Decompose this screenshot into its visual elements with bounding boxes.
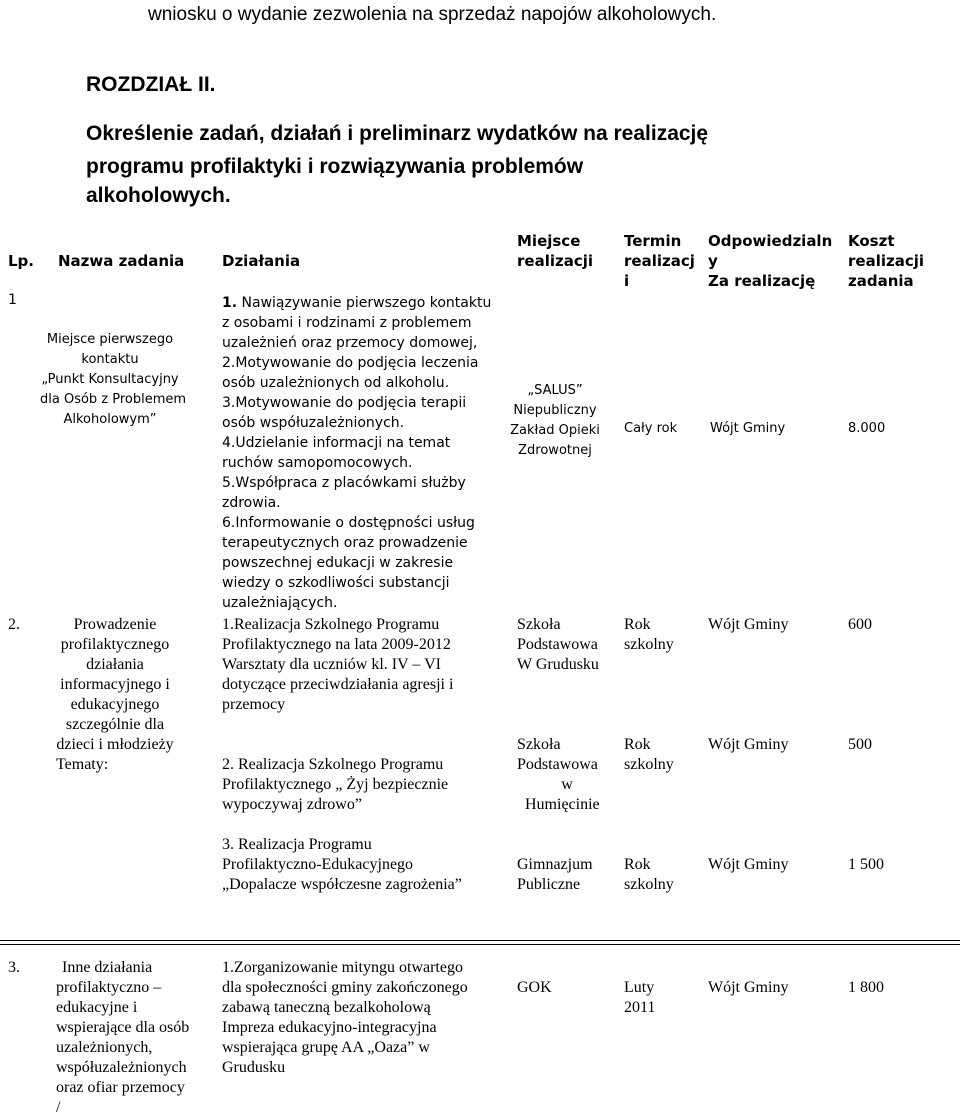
- row3-action-1: 1.Zorganizowanie mityngu otwartego: [222, 959, 463, 976]
- row2-sub1-action-2: Profilaktycznego na lata 2009-2012: [222, 636, 451, 653]
- row2-sub3-term-1: Rok: [624, 856, 651, 873]
- row2-sub2-place-1: Szkoła: [517, 736, 561, 753]
- header-term-2: realizacj: [624, 252, 695, 270]
- row2-sub2-place-2: Podstawowa: [517, 756, 598, 773]
- heading-line-2: programu profilaktyki i rozwiązywania problemów: [86, 155, 584, 178]
- header-cost-2: realizacji: [848, 252, 925, 270]
- row2-sub3-resp: Wójt Gminy: [708, 856, 789, 873]
- row3-place: GOK: [517, 979, 552, 996]
- row2-sub3-term-2: szkolny: [624, 876, 674, 893]
- header-cost-1: Koszt: [848, 232, 895, 250]
- row2-sub2-place-4: Humięcinie: [525, 796, 600, 813]
- row3-action-6: Grudusku: [222, 1059, 286, 1076]
- row1-action-line-16: uzależniających.: [222, 595, 338, 611]
- row2-name-6: szczególnie dla: [65, 716, 165, 733]
- row1-action-line-10: 5.Współpraca z placówkami służby: [222, 475, 466, 491]
- row2-sub1-action-4: dotyczące przeciwdziałania agresji i: [222, 676, 454, 693]
- row1-action-line-3: uzależnień oraz przemocy domowej,: [222, 335, 478, 351]
- header-resp-1: Odpowiedzialn: [708, 232, 833, 250]
- row1-resp: Wójt Gminy: [710, 421, 786, 436]
- row2-sub1-action-3: Warsztaty dla uczniów kl. IV – VI: [222, 656, 441, 673]
- header-name: Nazwa zadania: [58, 252, 185, 270]
- row1-action-line-13: terapeutycznych oraz prowadzenie: [222, 535, 468, 551]
- row2-sub1-action-1: 1.Realizacja Szkolnego Programu: [222, 616, 440, 633]
- row1-name-4: dla Osób z Problemem: [40, 392, 187, 407]
- row1-place-4: Zdrowotnej: [518, 443, 592, 458]
- row3-name-5: uzależnionych,: [56, 1039, 153, 1056]
- header-actions: Działania: [222, 252, 301, 270]
- header-place-2: realizacji: [517, 252, 594, 270]
- heading-line-3: alkoholowych.: [86, 184, 231, 207]
- row1-action-line-4: 2.Motywowanie do podjęcia leczenia: [222, 355, 479, 371]
- row2-sub3-place-2: Publiczne: [517, 876, 581, 893]
- header-cost-3: zadania: [848, 272, 914, 290]
- header-place-1: Miejsce: [517, 232, 581, 250]
- row2-sub1-term-2: szkolny: [624, 636, 674, 653]
- row3-name-7: oraz ofiar przemocy: [56, 1079, 185, 1096]
- row2-name-4: informacyjnego i: [60, 676, 170, 693]
- header-lp: Lp.: [8, 252, 34, 270]
- row3-action-4: Impreza edukacyjno-integracyjna: [222, 1019, 437, 1036]
- row3-action-5: wspierająca grupę AA „Oaza” w: [222, 1039, 430, 1056]
- row1-action-line-7: osób współuzależnionych.: [222, 415, 405, 431]
- row1-name-5: Alkoholowym”: [63, 412, 157, 427]
- row2-sub2-cost: 500: [848, 736, 872, 753]
- row2-sub2-resp: Wójt Gminy: [708, 736, 789, 753]
- row3-term-2: 2011: [624, 999, 656, 1016]
- row2-sub3-action-2: Profilaktyczno-Edukacyjnego: [222, 856, 414, 873]
- row1-action-line-2: z osobami i rodzinami z problemem: [222, 315, 472, 331]
- row1-action-line-15: wiedzy o szkodliwości substancji: [222, 575, 450, 591]
- row2-sub2-action-3: wypoczywaj zdrowo”: [222, 796, 362, 813]
- row2-sub3-place-1: Gimnazjum: [517, 856, 593, 873]
- chapter-title: ROZDZIAŁ II.: [86, 73, 216, 96]
- row3-name-2: profilaktyczno –: [56, 979, 162, 996]
- row2-name-1: Prowadzenie: [73, 616, 157, 633]
- row1-action-line-11: zdrowia.: [222, 495, 281, 511]
- row1-action-number: 1.: [222, 295, 238, 311]
- row2-name-2: profilaktycznego: [60, 636, 170, 653]
- row1-action-line-8: 4.Udzielanie informacji na temat: [222, 435, 451, 451]
- row1-name-1: Miejsce pierwszego: [46, 332, 174, 347]
- top-line: wniosku o wydanie zezwolenia na sprzedaż napojów alkoholowych.: [148, 4, 717, 25]
- row-separator-top: [0, 940, 960, 941]
- row1-cost: 8.000: [848, 421, 886, 436]
- row3-name-1: Inne działania: [62, 959, 153, 976]
- row1-action-line-12: 6.Informowanie o dostępności usług: [222, 515, 475, 531]
- row1-name-2: kontaktu: [81, 352, 139, 367]
- row2-name-7: dzieci i młodzieży: [56, 736, 174, 753]
- row1-name-3: „Punkt Konsultacyjny: [41, 372, 179, 387]
- row2-sub3-action-3: „Dopalacze współczesne zagrożenia”: [222, 876, 462, 893]
- row2-lp: 2.: [8, 616, 20, 633]
- row2-sub3-action-1: 3. Realizacja Programu: [222, 836, 372, 853]
- row3-name-3: edukacyjne i: [56, 999, 138, 1016]
- row3-term-1: Luty: [624, 979, 655, 996]
- row2-sub1-place-3: W Grudusku: [517, 656, 599, 673]
- row1-action-line-14: powszechnej edukacji w zakresie: [222, 555, 454, 571]
- row1-place-1: „SALUS”: [527, 383, 583, 398]
- row3-resp: Wójt Gminy: [708, 979, 789, 996]
- row1-term: Cały rok: [624, 421, 678, 436]
- row1-place-2: Niepubliczny: [513, 403, 597, 418]
- row1-action-text-1: Nawiązywanie pierwszego kontaktu: [241, 295, 492, 311]
- row2-sub2-place-3: w: [561, 776, 573, 793]
- row3-lp: 3.: [8, 959, 20, 976]
- row3-name-8: /: [56, 1099, 61, 1116]
- heading-line-1: Określenie zadań, działań i preliminarz wydatków na realizację: [86, 122, 709, 145]
- row2-sub3-cost: 1 500: [848, 856, 884, 873]
- row1-action-line-6: 3.Motywowanie do podjęcia terapii: [222, 395, 467, 411]
- row3-action-2: dla społeczności gminy zakończonego: [222, 979, 468, 996]
- row2-name-3: działania: [86, 656, 144, 673]
- row2-sub2-term-1: Rok: [624, 736, 651, 753]
- row1-action-line-5: osób uzależnionych od alkoholu.: [222, 375, 450, 391]
- row2-sub1-place-1: Szkoła: [517, 616, 561, 633]
- row2-sub1-action-5: przemocy: [222, 696, 286, 713]
- row3-cost: 1 800: [848, 979, 884, 996]
- row2-name-5: edukacyjnego: [70, 696, 160, 713]
- row2-sub1-cost: 600: [848, 616, 872, 633]
- header-resp-2: y: [708, 252, 718, 270]
- row2-sub1-term-1: Rok: [624, 616, 651, 633]
- row3-action-3: zabawą taneczną bezalkoholową: [222, 999, 431, 1016]
- row2-sub2-action-2: Profilaktycznego „ Żyj bezpiecznie: [222, 776, 449, 793]
- row3-name-6: współuzależnionych: [56, 1059, 187, 1076]
- header-term-1: Termin: [624, 232, 682, 250]
- row2-sub1-place-2: Podstawowa: [517, 636, 598, 653]
- row2-name-8: Tematy:: [56, 756, 109, 773]
- row1-place-3: Zakład Opieki: [510, 423, 600, 438]
- row3-name-4: wspierające dla osób: [56, 1019, 190, 1036]
- row2-sub1-resp: Wójt Gminy: [708, 616, 789, 633]
- row2-sub2-action-1: 2. Realizacja Szkolnego Programu: [222, 756, 444, 773]
- row-separator-bottom: [0, 944, 960, 945]
- row2-sub2-term-2: szkolny: [624, 756, 674, 773]
- header-resp-3: Za realizację: [708, 272, 816, 290]
- header-term-3: i: [624, 272, 630, 290]
- row1-action-line-1: [222, 293, 491, 313]
- row1-lp: 1: [8, 292, 17, 308]
- row1-action-line-9: ruchów samopomocowych.: [222, 455, 413, 471]
